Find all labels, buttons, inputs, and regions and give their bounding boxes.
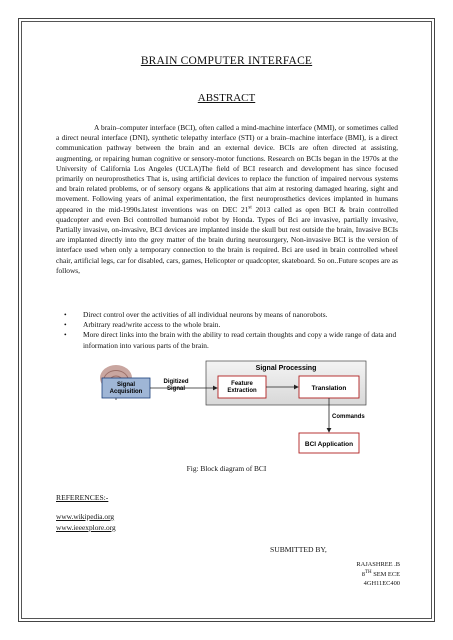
submitted-by-label: SUBMITTED BY,	[270, 545, 327, 554]
references-list	[56, 512, 116, 533]
author-semester	[310, 570, 400, 580]
future-scope-list	[56, 310, 398, 351]
abstract-text: A brain–computer interface (BCI), often called a mind-machine interface (MMI), or sometimes called a direct neural interface (DNI), synthetic telepathy interface (STI) or a brain–machine interface (BMI), is a direct communication pathway between the brain and an external device. BCIs are often directed at assisting, augmenting, or repairing human cognitive or sensory-motor functions. Research on BCIs began in the 1970s at the University of California Los Angeles (UCLA)The field of BCI research and development has since focused primarily on neuroprosthetics That is, using artificial devices to replace the function of impaired nervous systems and brain related problems, or of sensory organs & applications that aim at restoring damaged hearing, sight and movement. Following years of animal experimentation, the first neuroprosthetics devices implanted in humans appeared in the mid-1990s.latest inventions was on DEC 21	[56, 123, 398, 214]
list-item	[56, 330, 398, 350]
signal-acquisition-box	[102, 378, 150, 398]
signal-acquisition-label: Signal Acquisition	[109, 382, 143, 395]
document-title: BRAIN COMPUTER INTERFACE	[140, 55, 313, 67]
list-item-text: Arbitrary read/write access to the whole brain.	[83, 320, 221, 330]
bci-application-label: BCI Application	[304, 441, 354, 448]
semester-number: 8	[361, 570, 365, 578]
signal-processing-label: Signal Processing	[255, 365, 317, 372]
figure-caption: Fig: Block diagram of BCI	[186, 464, 267, 473]
translation-label: Translation	[311, 385, 347, 392]
semester-text: SEM ECE	[371, 570, 400, 578]
list-item	[56, 310, 398, 320]
author-name: RAJASHREE .B	[356, 561, 400, 568]
semester-superscript: TH	[364, 569, 372, 575]
commands-label: Commands	[332, 414, 365, 420]
feature-extraction-label: Feature Extraction	[227, 381, 257, 394]
date-superscript: st	[248, 205, 252, 211]
author-block	[310, 560, 400, 589]
references-heading: REFERENCES:-	[56, 493, 109, 502]
reference-link-wikipedia[interactable]: www.wikipedia.org	[56, 512, 115, 521]
list-item-text: Direct control over the activities of all individual neurons by means of nanorobots.	[83, 310, 328, 319]
abstract-text-cont: 2013 called as open BCI & brain controlled quadcopter and even Bci controlled humanoid robot by Honda. Types of Bci are invasive, partially invasive, Partially invasive, on-invasive, BCI devices are implanted inside the skull but rest outside the brain, Invasive BCIs are implanted directly into the grey matter of the brain during neurosurgery, Non-invasive BCI is the version of interface used when only a temporary connection to the brain is required. Bci are used in brain controlled wheel chair, artificial legs, car for disabled, cars, games, Helicopter or quadcopter, skateboard. So on..Future scopes are as follows,	[56, 204, 398, 275]
bullet-icon: •	[64, 310, 67, 319]
list-item	[56, 320, 398, 330]
abstract-heading: ABSTRACT	[197, 92, 256, 104]
bullet-icon: •	[64, 320, 67, 330]
author-id: 4GH11EC400	[363, 580, 400, 588]
feature-extraction-box	[218, 376, 266, 398]
list-item-text: More direct links into the brain with the ability to read certain thoughts and copy a wide range of data and information into various parts of the brain.	[83, 330, 397, 350]
abstract-body	[56, 123, 398, 276]
reference-link-ieeexplore[interactable]: www.ieeexplore.org	[56, 522, 116, 532]
digitized-signal-label: Digitized Signal	[163, 379, 189, 392]
bci-block-diagram	[100, 360, 370, 470]
bullet-icon: •	[64, 330, 67, 340]
